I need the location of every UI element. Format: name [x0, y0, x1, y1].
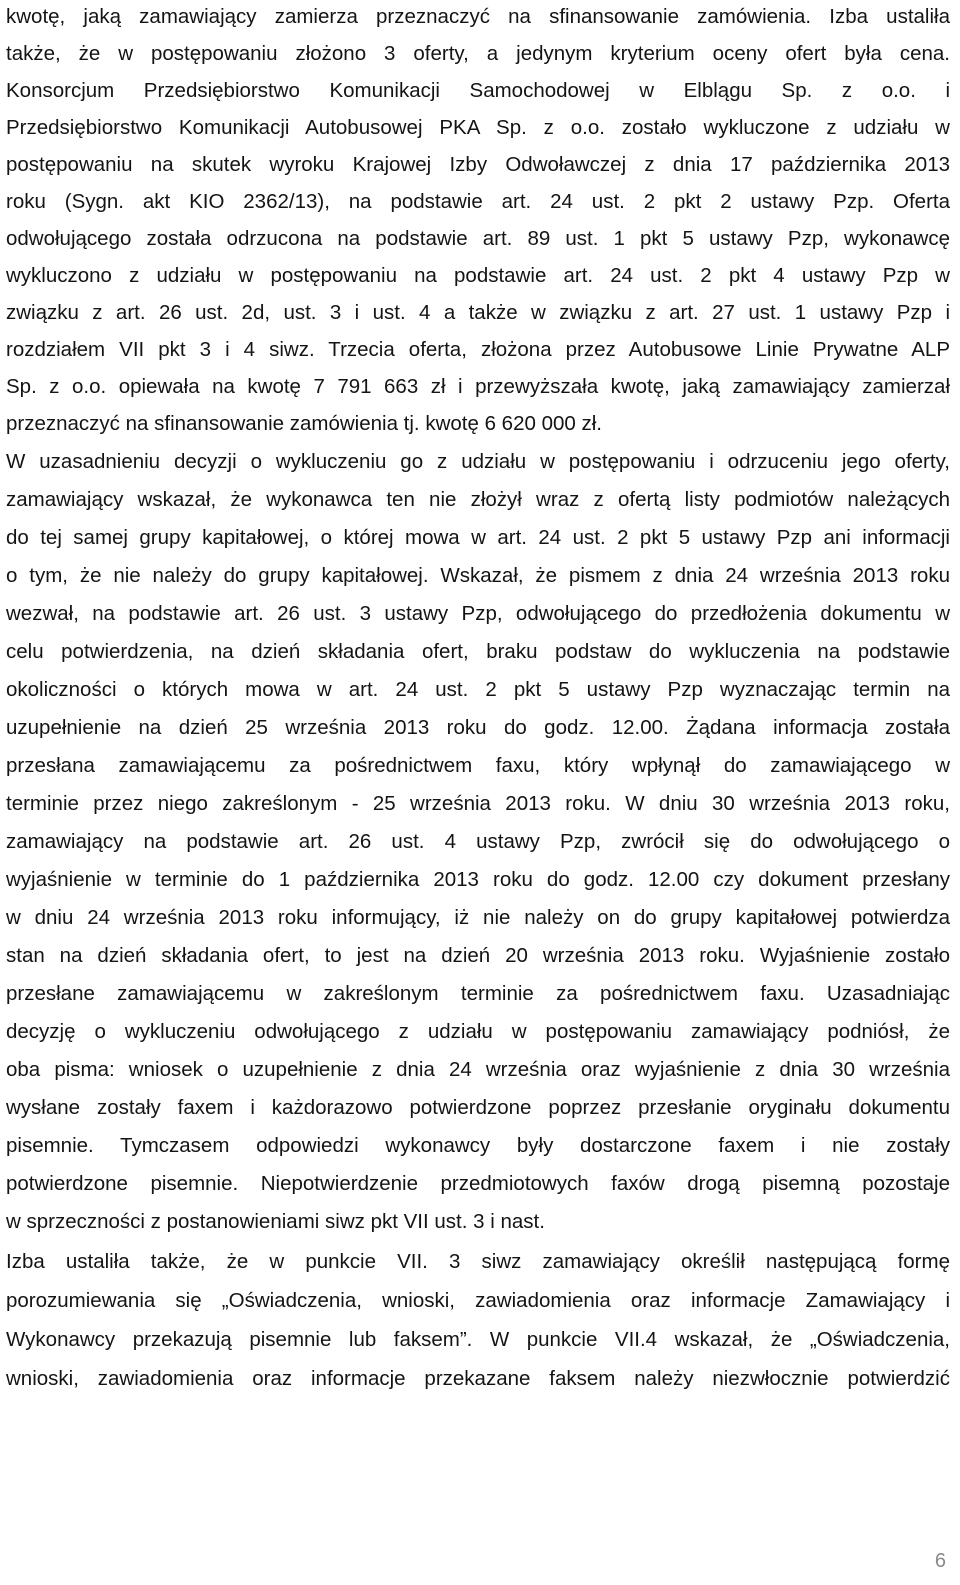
text-line: kwotę, jaką zamawiający zamierza przeznaczyć na sfinansowanie zamówienia. Izba ustaliła	[6, 5, 950, 28]
text-line: wnioski, zawiadomienia oraz informacje przekazane faksem należy niezwłocznie potwierdzić	[6, 1367, 950, 1390]
text-line: porozumiewania się „Oświadczenia, wnioski, zawiadomienia oraz informacje Zamawiający i	[6, 1289, 950, 1312]
text-line: odwołującego została odrzucona na podstawie art. 89 ust. 1 pkt 5 ustawy Pzp, wykonawcę	[6, 227, 950, 250]
text-line: W uzasadnieniu decyzji o wykluczeniu go z udziału w postępowaniu i odrzuceniu jego oferty,	[6, 450, 950, 473]
text-line: roku (Sygn. akt KIO 2362/13), na podstawie art. 24 ust. 2 pkt 2 ustawy Pzp. Oferta	[6, 190, 950, 213]
text-line: o tym, że nie należy do grupy kapitałowej. Wskazał, że pismem z dnia 24 września 2013 roku	[6, 564, 950, 587]
text-line: pisemnie. Tymczasem odpowiedzi wykonawcy były dostarczone faxem i nie zostały	[6, 1134, 950, 1157]
text-line: wysłane zostały faxem i każdorazowo potwierdzone poprzez przesłanie oryginału dokumentu	[6, 1096, 950, 1119]
text-line: wykluczono z udziału w postępowaniu na podstawie art. 24 ust. 2 pkt 4 ustawy Pzp w	[6, 264, 950, 287]
text-line: postępowaniu na skutek wyroku Krajowej Izby Odwoławczej z dnia 17 października 2013	[6, 153, 950, 176]
text-line: terminie przez niego zakreślonym - 25 września 2013 roku. W dniu 30 września 2013 roku,	[6, 792, 950, 815]
text-line: Konsorcjum Przedsiębiorstwo Komunikacji Samochodowej w Elblągu Sp. z o.o. i	[6, 79, 950, 102]
text-line: wyjaśnienie w terminie do 1 października 2013 roku do godz. 12.00 czy dokument przesłany	[6, 868, 950, 891]
text-line: potwierdzone pisemnie. Niepotwierdzenie przedmiotowych faxów drogą pisemną pozostaje	[6, 1172, 950, 1195]
page-number: 6	[934, 1550, 946, 1572]
text-line: decyzję o wykluczeniu odwołującego z udziału w postępowaniu zamawiający podniósł, że	[6, 1020, 950, 1043]
text-line: w sprzeczności z postanowieniami siwz pkt VII ust. 3 i nast.	[6, 1210, 545, 1233]
text-line: zamawiający wskazał, że wykonawca ten nie złożył wraz z ofertą listy podmiotów należących	[6, 488, 950, 511]
text-line: stan na dzień składania ofert, to jest na dzień 20 września 2013 roku. Wyjaśnienie zostało	[6, 944, 950, 967]
text-line: rozdziałem VII pkt 3 i 4 siwz. Trzecia oferta, złożona przez Autobusowe Linie Prywatne ALP	[6, 338, 950, 361]
text-line: Sp. z o.o. opiewała na kwotę 7 791 663 zł i przewyższała kwotę, jaką zamawiający zamierzał	[6, 375, 950, 398]
text-line: zamawiający na podstawie art. 26 ust. 4 ustawy Pzp, zwrócił się do odwołującego o	[6, 830, 950, 853]
text-line: uzupełnienie na dzień 25 września 2013 roku do godz. 12.00. Żądana informacja została	[6, 716, 950, 739]
text-line: przesłane zamawiającemu w zakreślonym terminie za pośrednictwem faxu. Uzasadniając	[6, 982, 950, 1005]
text-line: przesłana zamawiającemu za pośrednictwem faxu, który wpłynął do zamawiającego w	[6, 754, 950, 777]
text-line: okoliczności o których mowa w art. 24 ust. 2 pkt 5 ustawy Pzp wyznaczając termin na	[6, 678, 950, 701]
text-line: Wykonawcy przekazują pisemnie lub faksem”. W punkcie VII.4 wskazał, że „Oświadczenia,	[6, 1328, 950, 1351]
text-line: przeznaczyć na sfinansowanie zamówienia tj. kwotę 6 620 000 zł.	[6, 412, 602, 435]
text-line: Izba ustaliła także, że w punkcie VII. 3 siwz zamawiający określił następującą formę	[6, 1250, 950, 1273]
text-line: także, że w postępowaniu złożono 3 oferty, a jedynym kryterium oceny ofert była cena.	[6, 42, 950, 65]
text-line: wezwał, na podstawie art. 26 ust. 3 ustawy Pzp, odwołującego do przedłożenia dokumentu w	[6, 602, 950, 625]
text-line: w dniu 24 września 2013 roku informujący, iż nie należy on do grupy kapitałowej potwierdza	[6, 906, 950, 929]
text-line: związku z art. 26 ust. 2d, ust. 3 i ust. 4 a także w związku z art. 27 ust. 1 ustawy Pzp i	[6, 301, 950, 324]
text-line: do tej samej grupy kapitałowej, o której mowa w art. 24 ust. 2 pkt 5 ustawy Pzp ani informacji	[6, 526, 950, 549]
text-line: oba pisma: wniosek o uzupełnienie z dnia 24 września oraz wyjaśnienie z dnia 30 września	[6, 1058, 950, 1081]
text-line: celu potwierdzenia, na dzień składania ofert, braku podstaw do wykluczenia na podstawie	[6, 640, 950, 663]
text-line: Przedsiębiorstwo Komunikacji Autobusowej PKA Sp. z o.o. zostało wykluczone z udziału w	[6, 116, 950, 139]
